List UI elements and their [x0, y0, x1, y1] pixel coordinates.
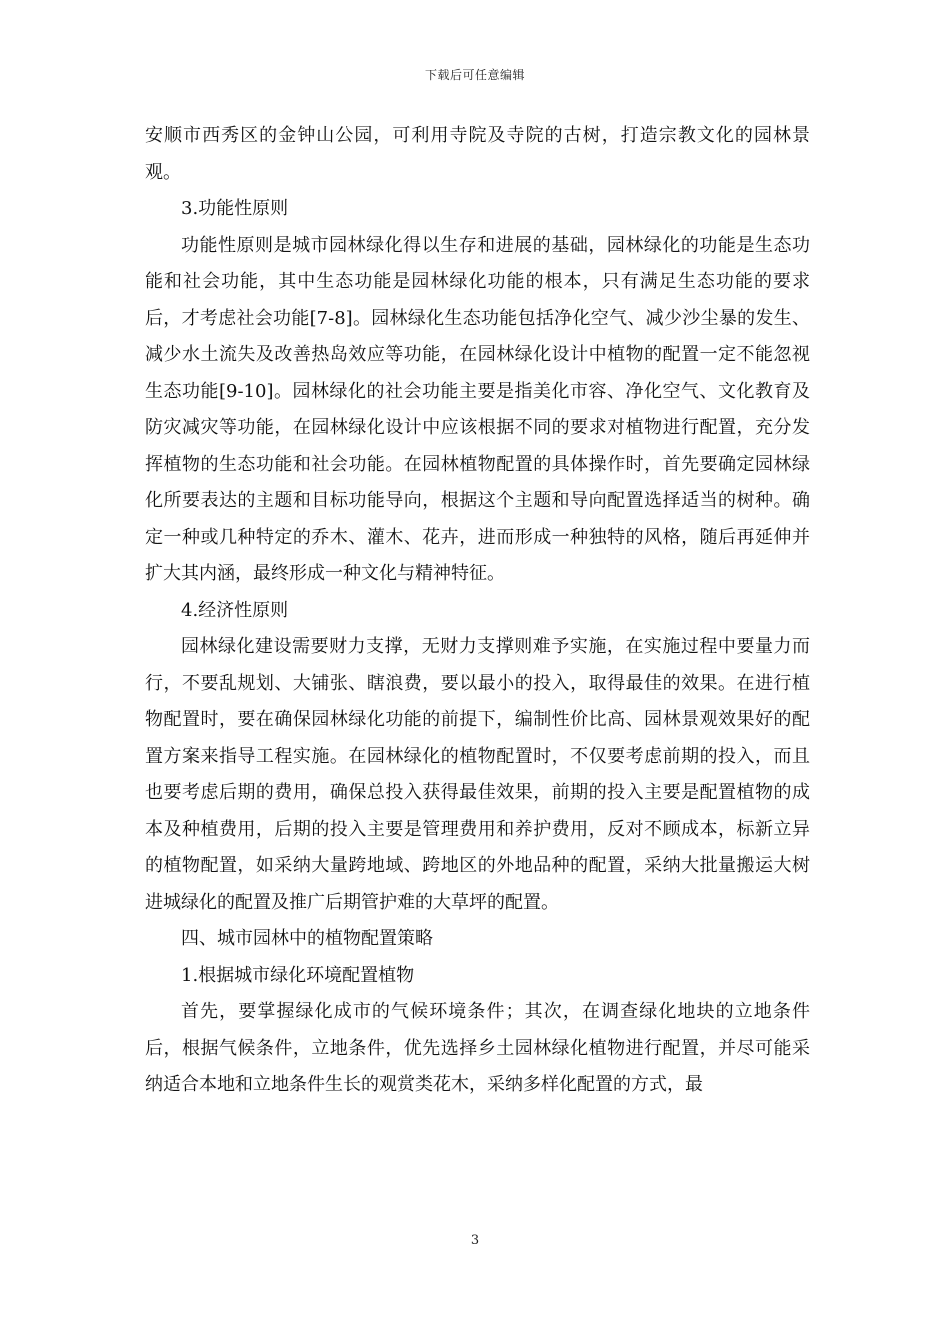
paragraph-economic-principle: 园林绿化建设需要财力支撑，无财力支撑则难予实施，在实施过程中要量力而行，不要乱规划、大铺张、瞎浪费，要以最小的投入，取得最佳的效果。在进行植物配置时，要在确保园林绿化功能的前提下，编制性价比高、园林景观效果好的配置方案来指导工程实施。在园林绿化的植物配置时，不仅要考虑前期的投入，而且也要考虑后期的费用，确保总投入获得最佳效果，前期的投入主要是配置植物的成本及种植费用，后期的投入主要是管理费用和养护费用，反对不顾成本，标新立异的植物配置，如采纳大量跨地域、跨地区的外地品种的配置，采纳大批量搬运大树进城绿化的配置及推广后期管护难的大草坪的配置。 [145, 636, 810, 913]
document-body [145, 118, 810, 1104]
section-title-strategies: 四、城市园林中的植物配置策略 [181, 928, 433, 949]
heading-economic-principle: 4.经济性原则 [181, 599, 289, 621]
paragraph-functional-principle: 功能性原则是城市园林绿化得以生存和进展的基础，园林绿化的功能是生态功能和社会功能，其中生态功能是园林绿化功能的根本，只有满足生态功能的要求后，才考虑社会功能[7-8]。园林绿化生态功能包括净化空气、减少沙尘暴的发生、减少水土流失及改善热岛效应等功能，在园林绿化设计中植物的配置一定不能忽视生态功能[9-10]。园林绿化的社会功能主要是指美化市容、净化空气、文化教育及防灾减灾等功能，在园林绿化设计中应该根据不同的要求对植物进行配置，充分发挥植物的生态功能和社会功能。在园林植物配置的具体操作时，首先要确定园林绿化所要表达的主题和目标功能导向，根据这个主题和导向配置选择适当的树种。确定一种或几种特定的乔木、灌木、花卉，进而形成一种独特的风格，随后再延伸并扩大其内涵，最终形成一种文化与精神特征。 [145, 234, 810, 584]
paragraph-continuation: 安顺市西秀区的金钟山公园，可利用寺院及寺院的古树，打造宗教文化的园林景观。 [145, 125, 810, 183]
paragraph-environment-config: 首先，要掌握绿化成市的气候环境条件；其次，在调查绿化地块的立地条件后，根据气候条件，立地条件，优先选择乡土园林绿化植物进行配置，并尽可能采纳适合本地和立地条件生长的观赏类花木，采纳多样化配置的方式，最 [145, 1001, 810, 1095]
subheading-environment-config: 1.根据城市绿化环境配置植物 [181, 964, 415, 986]
page-header: 下载后可任意编辑 [424, 68, 525, 82]
page-number: 3 [470, 1233, 480, 1248]
heading-functional-principle: 3.功能性原则 [181, 198, 289, 219]
